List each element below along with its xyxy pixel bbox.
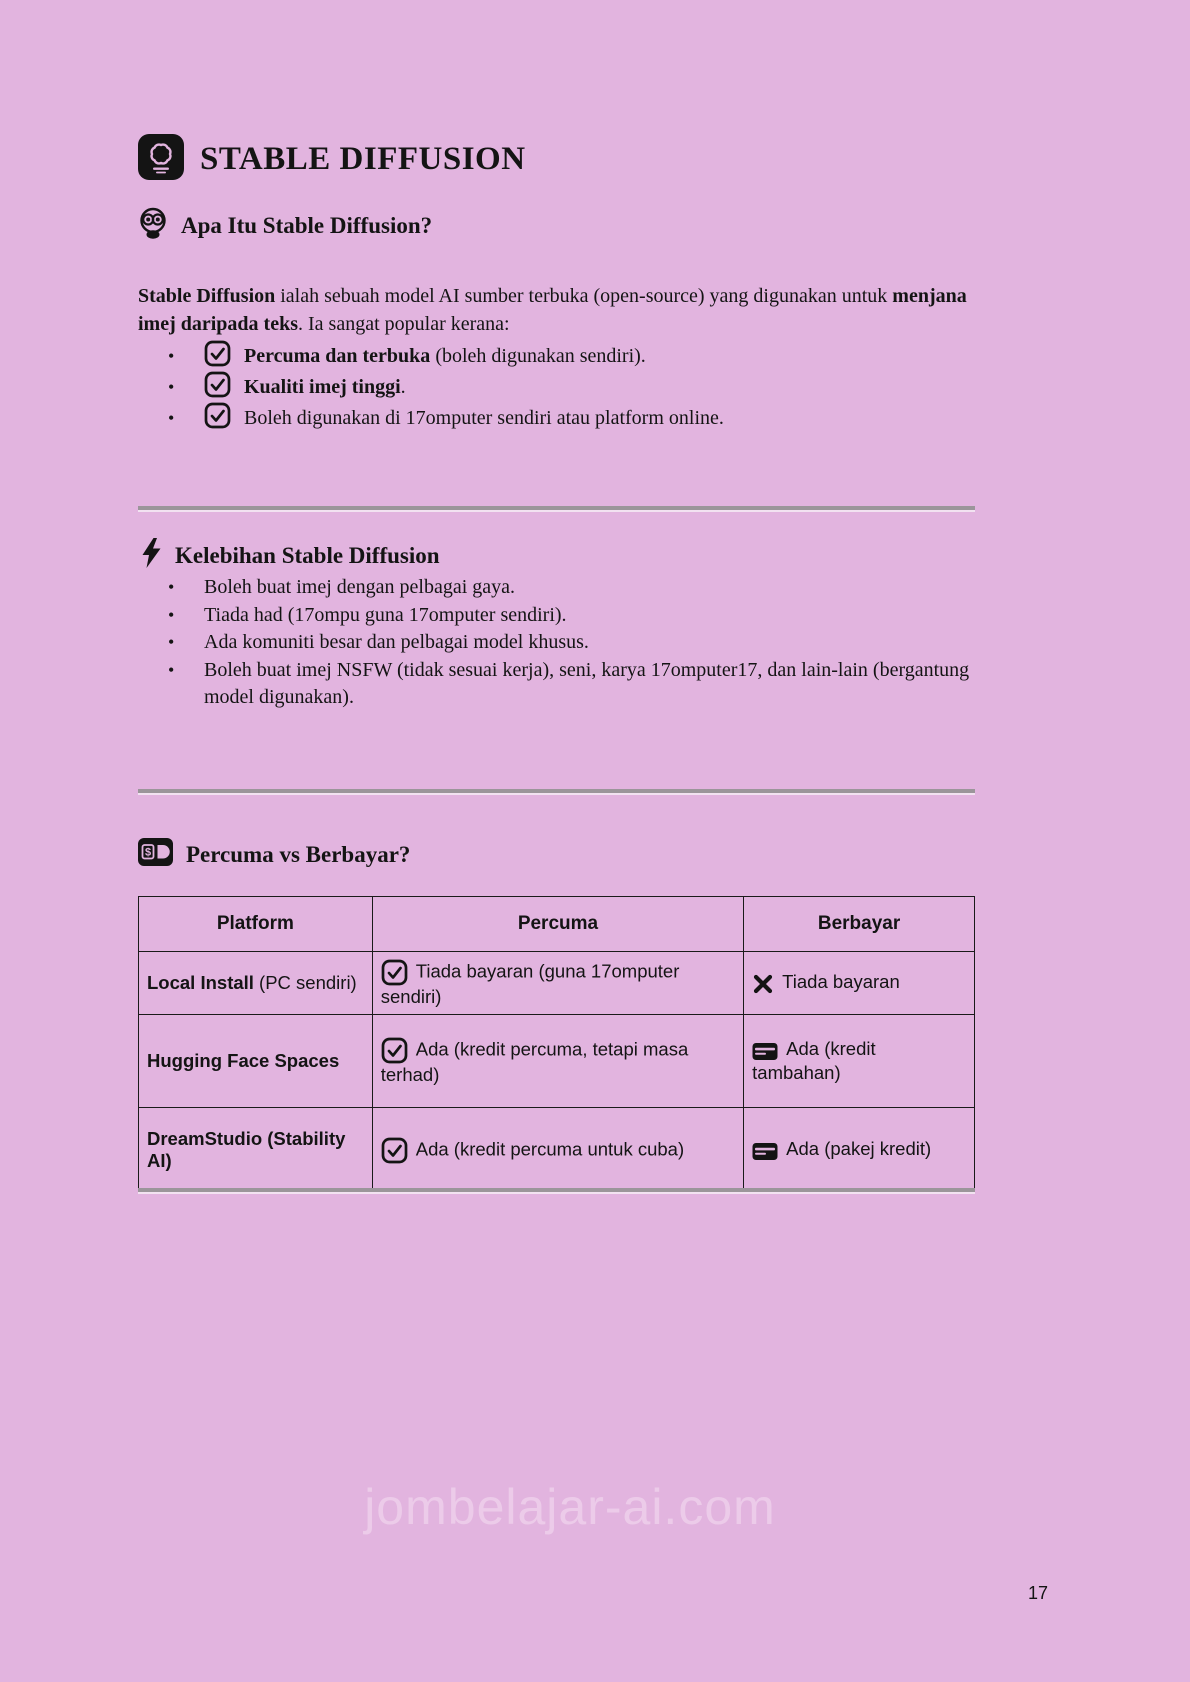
platform-cell: Local Install (PC sendiri)	[139, 952, 373, 1015]
intro-heading: Apa Itu Stable Diffusion?	[181, 212, 433, 238]
list-item	[168, 602, 988, 630]
x-mark-icon	[752, 972, 774, 993]
bullet-dot: •	[168, 408, 175, 428]
bullet-dot: •	[168, 604, 175, 625]
platform-cell: Hugging Face Spaces	[139, 1015, 373, 1108]
pricing-table	[138, 896, 975, 1193]
intro-text-1: ialah sebuah model AI sumber terbuka (open-source) yang digunakan untuk	[275, 285, 893, 307]
intro-checklist	[168, 341, 724, 434]
bullet-dot: •	[168, 346, 175, 366]
checkbox-checked-icon	[204, 402, 244, 435]
checkbox-checked-icon	[204, 340, 244, 373]
berbayar-cell: Tiada bayaran	[744, 952, 975, 1015]
page-title: STABLE DIFFUSION	[200, 141, 526, 177]
list-item	[168, 657, 988, 712]
bullet-dot: •	[168, 632, 175, 652]
watermark: jombelajar-ai.com	[364, 1479, 776, 1535]
svg-text:$: $	[144, 846, 152, 859]
column-header-percuma: Percuma	[372, 897, 743, 952]
bullet-dot: •	[168, 377, 175, 397]
list-item	[168, 372, 724, 403]
bullet-text: Tiada had (17ompu guna 17omputer sendiri).	[204, 603, 567, 626]
berbayar-cell: Ada (pakej kredit)	[744, 1108, 975, 1193]
checkbox-checked-icon	[381, 1138, 408, 1159]
table-row	[139, 1015, 975, 1108]
credit-card-icon	[752, 1039, 778, 1060]
advantages-heading-row	[141, 538, 440, 573]
advantages-list	[168, 574, 988, 712]
owl-face-icon	[138, 207, 168, 244]
pricing-heading: Percuma vs Berbayar?	[186, 841, 411, 867]
intro-paragraph	[138, 282, 983, 338]
bullet-dot: •	[168, 659, 175, 680]
check-item-text: Boleh digunakan di 17omputer sendiri atau platform online.	[244, 407, 724, 429]
table-row	[139, 1108, 975, 1193]
bullet-dot: •	[168, 577, 175, 597]
list-item	[168, 341, 724, 372]
checkbox-checked-icon	[204, 371, 244, 404]
percuma-cell: Tiada bayaran (guna 17omputer sendiri)	[372, 952, 743, 1015]
check-item-text: Kualiti imej tinggi.	[244, 376, 406, 398]
credit-card-icon	[752, 1139, 778, 1160]
intro-heading-row	[138, 207, 432, 244]
platform-cell: DreamStudio (Stability AI)	[139, 1108, 373, 1193]
page-title-row	[138, 134, 526, 185]
percuma-cell: Ada (kredit percuma untuk cuba)	[372, 1108, 743, 1193]
section-divider	[138, 789, 975, 795]
list-item	[168, 629, 988, 657]
list-item	[168, 574, 988, 602]
table-header-row	[139, 897, 975, 952]
table-row	[139, 952, 975, 1015]
percuma-cell: Ada (kredit percuma, tetapi masa terhad)	[372, 1015, 743, 1108]
check-item-text: Percuma dan terbuka (boleh digunakan sendiri).	[244, 345, 646, 367]
list-item	[168, 403, 724, 434]
bullet-text: Boleh buat imej dengan pelbagai gaya.	[204, 576, 516, 598]
column-header-berbayar: Berbayar	[744, 897, 975, 952]
intro-bold-2: menjana imej daripada teks	[138, 285, 967, 335]
advantages-heading: Kelebihan Stable Diffusion	[175, 542, 440, 568]
bullet-text: Ada komuniti besar dan pelbagai model khusus.	[204, 631, 589, 653]
intro-text-2: . Ia sangat popular kerana:	[298, 313, 510, 335]
intro-bold-1: Stable Diffusion	[138, 285, 276, 307]
column-header-platform: Platform	[139, 897, 373, 952]
page-number: 17	[1027, 1583, 1048, 1603]
checkbox-checked-icon	[381, 960, 408, 981]
checkbox-checked-icon	[381, 1038, 408, 1059]
berbayar-cell: Ada (kredit tambahan)	[744, 1015, 975, 1108]
bullet-text: Boleh buat imej NSFW (tidak sesuai kerja), seni, karya 17omputer17, dan lain-lain (bergantung model digunakan).	[204, 658, 970, 708]
stable-diffusion-logo-icon	[138, 134, 184, 185]
lightning-bolt-icon	[141, 538, 162, 573]
section-divider	[138, 1188, 975, 1194]
dollar-card-icon	[138, 838, 173, 871]
section-divider	[138, 506, 975, 512]
pricing-heading-row	[138, 838, 410, 871]
